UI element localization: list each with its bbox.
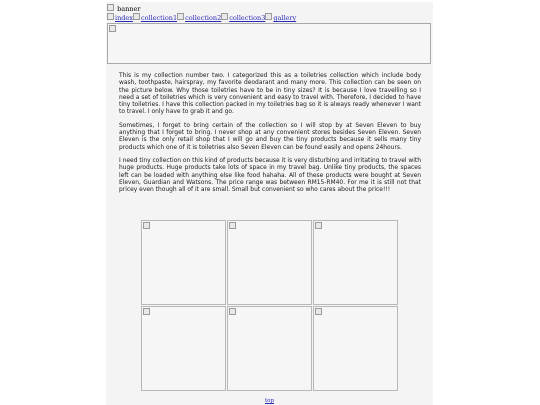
hero-image	[107, 23, 431, 64]
nav-link-index[interactable]: index	[107, 13, 133, 22]
article-body	[119, 72, 421, 199]
gallery-image[interactable]	[227, 306, 312, 391]
back-to-top	[106, 398, 433, 405]
page-container	[106, 2, 433, 405]
paragraph-3: I need tiny collection on this kind of products because it is very disturbing and irritating to travel with huge products. Huge products take lots of space in my travel bag. Unlike tiny products, the spaces left can be loaded with anything else like food hahaha. All of these products were bought at Seven Eleven, Guardian and Watsons. The price range was between RM15-RM40. For me it is still not that pricey even though all of it are small. Small but convenient so who cares about the price!!!	[119, 156, 421, 194]
gallery-image[interactable]	[313, 306, 398, 391]
banner-alt-text: banner	[117, 5, 141, 13]
nav-bar	[107, 13, 296, 22]
top-link[interactable]: top	[264, 398, 275, 404]
paragraph-2: Sometimes, I forget to bring certain of the collection so I will stop by at Seven Eleven to buy anything that I forget to bring. I never shop at any convenient stores besides Seven Eleven. Seven Eleven is the only retail shop that I will go and buy the tiny products because it sells many tiny products which one of it is toiletries also Seven Eleven can be found easily and opens 24hours.	[119, 121, 421, 151]
gallery-image[interactable]	[227, 220, 312, 305]
gallery-image[interactable]	[141, 220, 226, 305]
gallery-image[interactable]	[141, 306, 226, 391]
nav-link-gallery[interactable]: gallery	[265, 13, 296, 22]
nav-link-collection3[interactable]: collection3	[221, 13, 265, 22]
gallery-image[interactable]	[313, 220, 398, 305]
photo-gallery	[141, 220, 398, 391]
banner-image	[107, 4, 140, 13]
nav-link-collection2[interactable]: collection2	[177, 13, 221, 22]
nav-link-collection1[interactable]: collection1	[133, 13, 177, 22]
paragraph-1: This is my collection number two. I categorized this as a toiletries collection which include body wash, toothpaste, hairspray, my favorite deodarant and many more. This collection can be seen on the picture below. Why those toiletries have to be in tiny sizes? It is because I love travelling so I need a set of toiletries which is very convenient and easy to travel with. Therefore, I decided to have tiny toiletries. I have this collection packed in my toiletries bag so it is always ready whenever I want to travel. I only have to grab it and go.	[119, 72, 421, 116]
